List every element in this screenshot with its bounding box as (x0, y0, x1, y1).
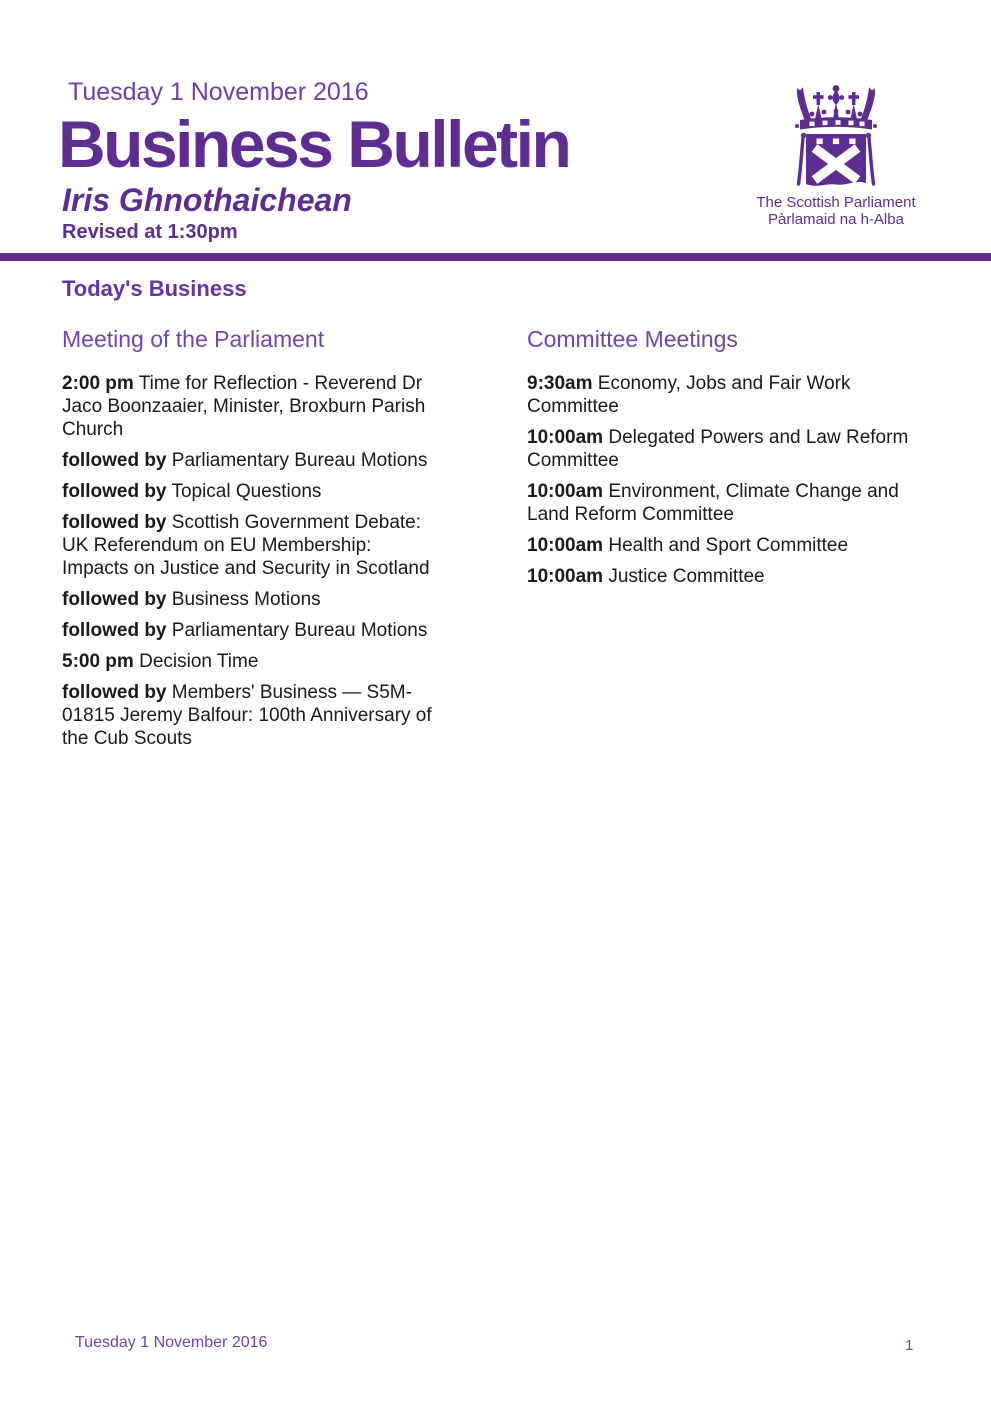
agenda-item (62, 681, 442, 750)
committee-item (527, 480, 932, 526)
page-number: 1 (905, 1337, 914, 1354)
content-columns (62, 326, 932, 758)
agenda-item (62, 372, 442, 441)
logo-caption-line1: The Scottish Parliament (756, 194, 916, 211)
agenda-item-time: followed by (62, 450, 167, 471)
committee-item-text: Delegated Powers and Law Reform Committee (527, 427, 909, 471)
committee-item-text: Environment, Climate Change and Land Reform Committee (527, 481, 899, 525)
agenda-item-text: Business Motions (171, 589, 321, 610)
agenda-item-time: followed by (62, 481, 167, 502)
logo-caption-line2: Pàrlamaid na h-Alba (768, 211, 904, 228)
committee-item-time: 10:00am (527, 535, 604, 556)
committee-item-time: 10:00am (527, 566, 604, 587)
agenda-item-text: Topical Questions (171, 481, 322, 502)
committee-item-text: Justice Committee (608, 566, 765, 587)
committee-item-text: Health and Sport Committee (608, 535, 849, 556)
agenda-item (62, 449, 442, 472)
page-title: Business Bulletin (58, 107, 570, 181)
agenda-item-text: Members' Business — S5M-01815 Jeremy Balfour: 100th Anniversary of the Cub Scouts (62, 682, 432, 749)
committee-item-text: Economy, Jobs and Fair Work Committee (527, 373, 851, 417)
agenda-item-text: Decision Time (139, 651, 259, 672)
section-meeting-of-parliament (62, 326, 442, 758)
todays-business-heading: Today's Business (62, 276, 247, 301)
agenda-item-text: Parliamentary Bureau Motions (171, 450, 428, 471)
committee-item-time: 10:00am (527, 427, 604, 448)
agenda-item (62, 650, 442, 673)
committee-item (527, 534, 932, 557)
agenda-item (62, 588, 442, 611)
section-committee-meetings (527, 326, 932, 758)
header-date: Tuesday 1 November 2016 (68, 78, 369, 106)
footer-date: Tuesday 1 November 2016 (75, 1334, 268, 1351)
agenda-item (62, 480, 442, 503)
agenda-item-time: 2:00 pm (62, 373, 134, 394)
agenda-item-time: followed by (62, 589, 167, 610)
committee-item-time: 10:00am (527, 481, 604, 502)
agenda-item-time: followed by (62, 512, 167, 533)
agenda-item (62, 619, 442, 642)
agenda-item-text: Time for Reflection - Reverend Dr Jaco Boonzaaier, Minister, Broxburn Parish Church (62, 373, 426, 440)
agenda-item-text: Scottish Government Debate: UK Referendum on EU Membership: Impacts on Justice and Security in Scotland (62, 512, 430, 579)
committee-item (527, 565, 932, 588)
saltire-banner-icon (806, 134, 866, 186)
committee-item (527, 426, 932, 472)
agenda-item (62, 511, 442, 580)
scottish-parliament-logo (745, 84, 927, 228)
banner-ribbon-right (869, 138, 874, 184)
page-subtitle-gaelic: Iris Ghnothaichean (62, 182, 352, 218)
agenda-item-time: followed by (62, 620, 167, 641)
column-heading-parliament: Meeting of the Parliament (62, 326, 325, 352)
revision-note: Revised at 1:30pm (62, 221, 238, 243)
agenda-item-text: Parliamentary Bureau Motions (171, 620, 428, 641)
committee-item-time: 9:30am (527, 373, 593, 394)
banner-ribbon-left (799, 138, 804, 184)
column-heading-committees: Committee Meetings (527, 326, 738, 352)
committee-item (527, 372, 932, 418)
agenda-item-time: 5:00 pm (62, 651, 134, 672)
header-divider (0, 253, 991, 261)
parliament-crest-icon (746, 84, 926, 194)
agenda-item-time: followed by (62, 682, 167, 703)
